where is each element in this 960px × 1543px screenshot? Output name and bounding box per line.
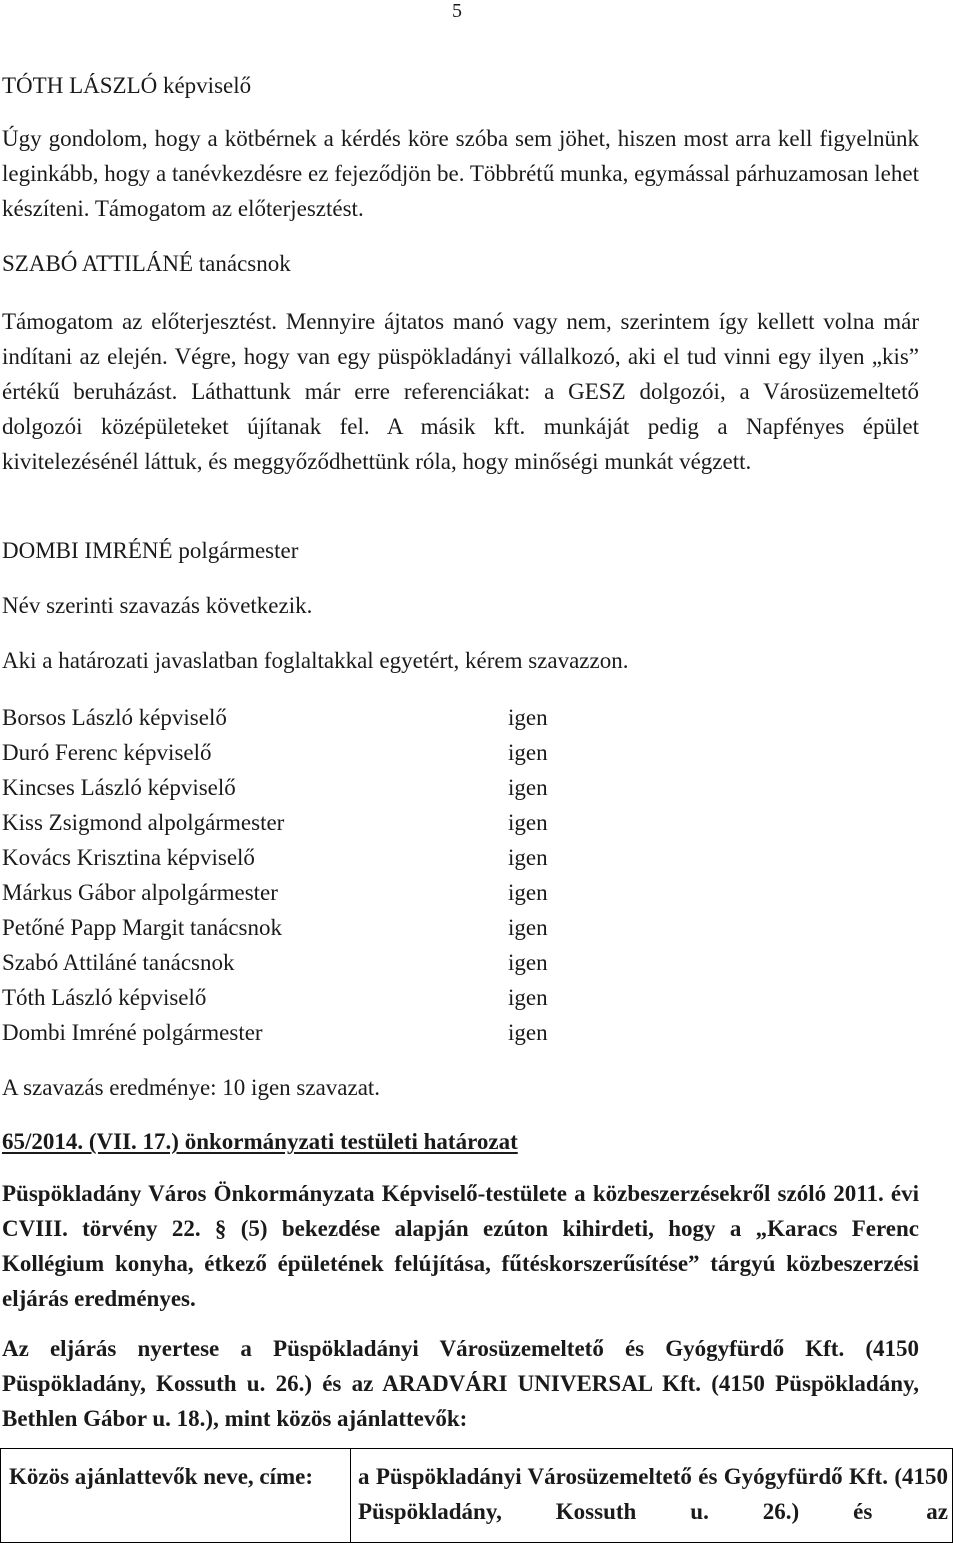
voter-name: Duró Ferenc képviselő [2,740,212,765]
vote-value: igen [508,810,548,835]
speech-paragraph: Név szerinti szavazás következik. [2,593,313,618]
speaker-heading: TÓTH LÁSZLÓ képviselő [2,73,252,98]
vote-value: igen [508,880,548,905]
voter-name: Tóth László képviselő [2,985,207,1010]
resolution-winner: Az eljárás nyertese a Püspökladányi Városüzemeltető és Gyógyfürdő Kft. (4150 Püspökladány, Kossuth u. 26.) és az ARADVÁRI UNIVERSAL Kft. (4150 Püspökladány, Bethlen Gábor u. 18.), mint közös ajánlattevők: [2,1336,919,1431]
vote-value: igen [508,845,548,870]
speech-paragraph: Úgy gondolom, hogy a kötbérnek a kérdés köre szóba sem jöhet, hiszen most arra kell figyelnünk leginkább, hogy a tanévkezdésre ez fejeződjön be. Többrétű munka, egymással párhuzamosan lehet készíteni. Támogatom az előterjesztést. [2,126,919,221]
resolution-title-text: 65/2014. (VII. 17.) önkormányzati testületi határozat [2,1129,518,1154]
voter-name: Kovács Krisztina képviselő [2,845,255,870]
vote-value: igen [508,775,548,800]
table-divider [350,1449,351,1542]
speaker-heading: SZABÓ ATTILÁNÉ tanácsnok [2,251,291,276]
table-label-cell: Közös ajánlattevők neve, címe: [9,1464,314,1489]
voter-name: Kincses László képviselő [2,775,236,800]
voter-name: Szabó Attiláné tanácsnok [2,950,235,975]
vote-value: igen [508,985,548,1010]
voter-name: Kiss Zsigmond alpolgármester [2,810,285,835]
vote-value: igen [508,740,548,765]
table-value-cell: a Püspökladányi Városüzemeltető és Gyógyfürdő Kft. (4150 Püspökladány, Kossuth u. 26.) és az [358,1464,948,1524]
voter-name: Borsos László képviselő [2,705,227,730]
page-number: 5 [452,0,462,22]
resolution-body: Püspökladány Város Önkormányzata Képviselő-testülete a közbeszerzésekről szóló 2011. évi CVIII. törvény 22. § (5) bekezdése alapján ezúton kihirdeti, hogy a „Karacs Ferenc Kollégium konyha, étkező épületének felújítása, fűtéskorszerűsítése” tárgyú közbeszerzési eljárás eredményes. [2,1181,919,1311]
speaker-heading: DOMBI IMRÉNÉ polgármester [2,538,299,563]
speech-paragraph: Aki a határozati javaslatban foglaltakkal egyetért, kérem szavazzon. [2,648,629,673]
voter-name: Márkus Gábor alpolgármester [2,880,278,905]
voter-name: Petőné Papp Margit tanácsnok [2,915,282,940]
resolution-title [2,1124,919,1159]
vote-result: A szavazás eredménye: 10 igen szavazat. [2,1075,381,1100]
bidder-table [0,1448,953,1543]
voter-name: Dombi Imréné polgármester [2,1020,263,1045]
vote-value: igen [508,950,548,975]
vote-value: igen [508,705,548,730]
vote-value: igen [508,915,548,940]
speech-paragraph: Támogatom az előterjesztést. Mennyire ájtatos manó vagy nem, szerintem így kellett volna már indítani az elején. Végre, hogy van egy püspökladányi vállalkozó, aki el tud vinni egy ilyen „kis” értékű beruházást. Láthattunk már erre referenciákat: a GESZ dolgozói, a Városüzemeltető dolgozói középületeket újítanak fel. A másik kft. munkáját pedig a Napfényes épület kivitelezésénél láttuk, és meggyőződhettünk róla, hogy minőségi munkát végzett. [2,309,919,474]
vote-value: igen [508,1020,548,1045]
